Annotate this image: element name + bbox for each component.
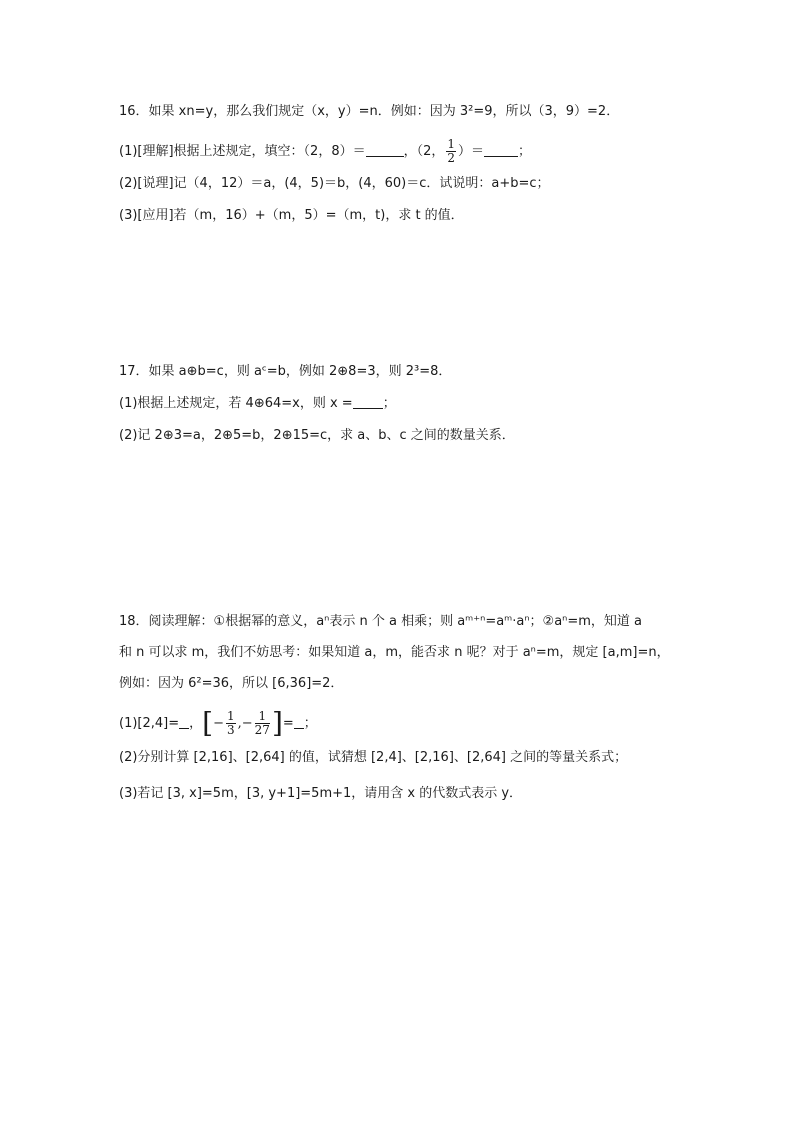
q18-line3: 例如：因为 6²=36，所以 [6,36]=2．	[119, 676, 344, 691]
q18-part1-prefix: (1)[2,4]=	[119, 716, 180, 731]
q18-part1-suffix: =	[282, 716, 294, 731]
q18-part1: (1)[2,4]= ，[− $\frac{1}{3}$ ,− $\frac{1}{27}$ ]= ；	[119, 706, 317, 740]
q16-part1-end: ；	[518, 144, 532, 159]
q16-part2: (2)[说理]记（4，12）＝a，(4，5)＝b，(4，60)＝c．试说明：a+b=c；	[119, 176, 550, 191]
q16-part1-prefix: (1)[理解]根据上述规定，填空：（2，8）＝	[119, 144, 366, 159]
fraction-one-third: $\frac{1}{3}$	[226, 709, 235, 737]
q18-part2: (2)分别计算 [2,16]、[2,64] 的值，试猜想 [2,4]、[2,16]、[2,64] 之间的等量关系式；	[119, 750, 628, 765]
answer-blank	[179, 714, 189, 729]
left-bracket: [	[202, 706, 214, 740]
q16-part1	[119, 138, 531, 165]
q16-part3: (3)[应用]若（m，16）+（m，5）=（m，t)，求 t 的值．	[119, 208, 464, 223]
q17-part2: (2)记 2⊕3=a，2⊕5=b，2⊕15=c，求 a、b、c 之间的数量关系．	[119, 428, 515, 443]
answer-blank	[294, 714, 304, 729]
q17-part1-end: ；	[382, 396, 396, 411]
q16-stem: 16．如果 xn=y，那么我们规定（x，y）=n．例如：因为 3²=9，所以（3，9）=2．	[119, 104, 620, 119]
fraction-one-twenty-seventh: $\frac{1}{27}$	[254, 709, 270, 737]
q16-part1-mid: ，（2，	[403, 144, 445, 159]
q18-part1-mid: ，	[189, 716, 203, 731]
q18-line2: 和 n 可以求 m，我们不妨思考：如果知道 a，m，能否求 n 呢？对于 aⁿ=m，规定 [a,m]=n，	[119, 645, 670, 660]
q18-part3: (3)若记 [3, x]=5m，[3, y+1]=5m+1，请用含 x 的代数式表示 y．	[119, 786, 523, 801]
q18-line1: 18．阅读理解：①根据幂的意义，aⁿ表示 n 个 a 相乘；则 aᵐ⁺ⁿ=aᵐ·aⁿ；②aⁿ=m，知道 a	[119, 614, 643, 629]
q17-part1	[119, 394, 396, 414]
answer-blank	[484, 142, 518, 157]
right-bracket: ]	[271, 706, 283, 740]
answer-blank	[353, 394, 383, 409]
fraction-one-half: $\frac{1}{2}$	[447, 137, 456, 165]
q17-part1-prefix: (1)根据上述规定，若 4⊕64=x，则 x =	[119, 396, 353, 411]
q18-part1-end: ；	[303, 716, 317, 731]
q17-stem: 17．如果 a⊕b=c，则 aᶜ=b，例如 2⊕8=3，则 2³=8．	[119, 364, 452, 379]
answer-blank	[366, 142, 404, 157]
q16-part1-suffix: ）＝	[458, 144, 485, 159]
